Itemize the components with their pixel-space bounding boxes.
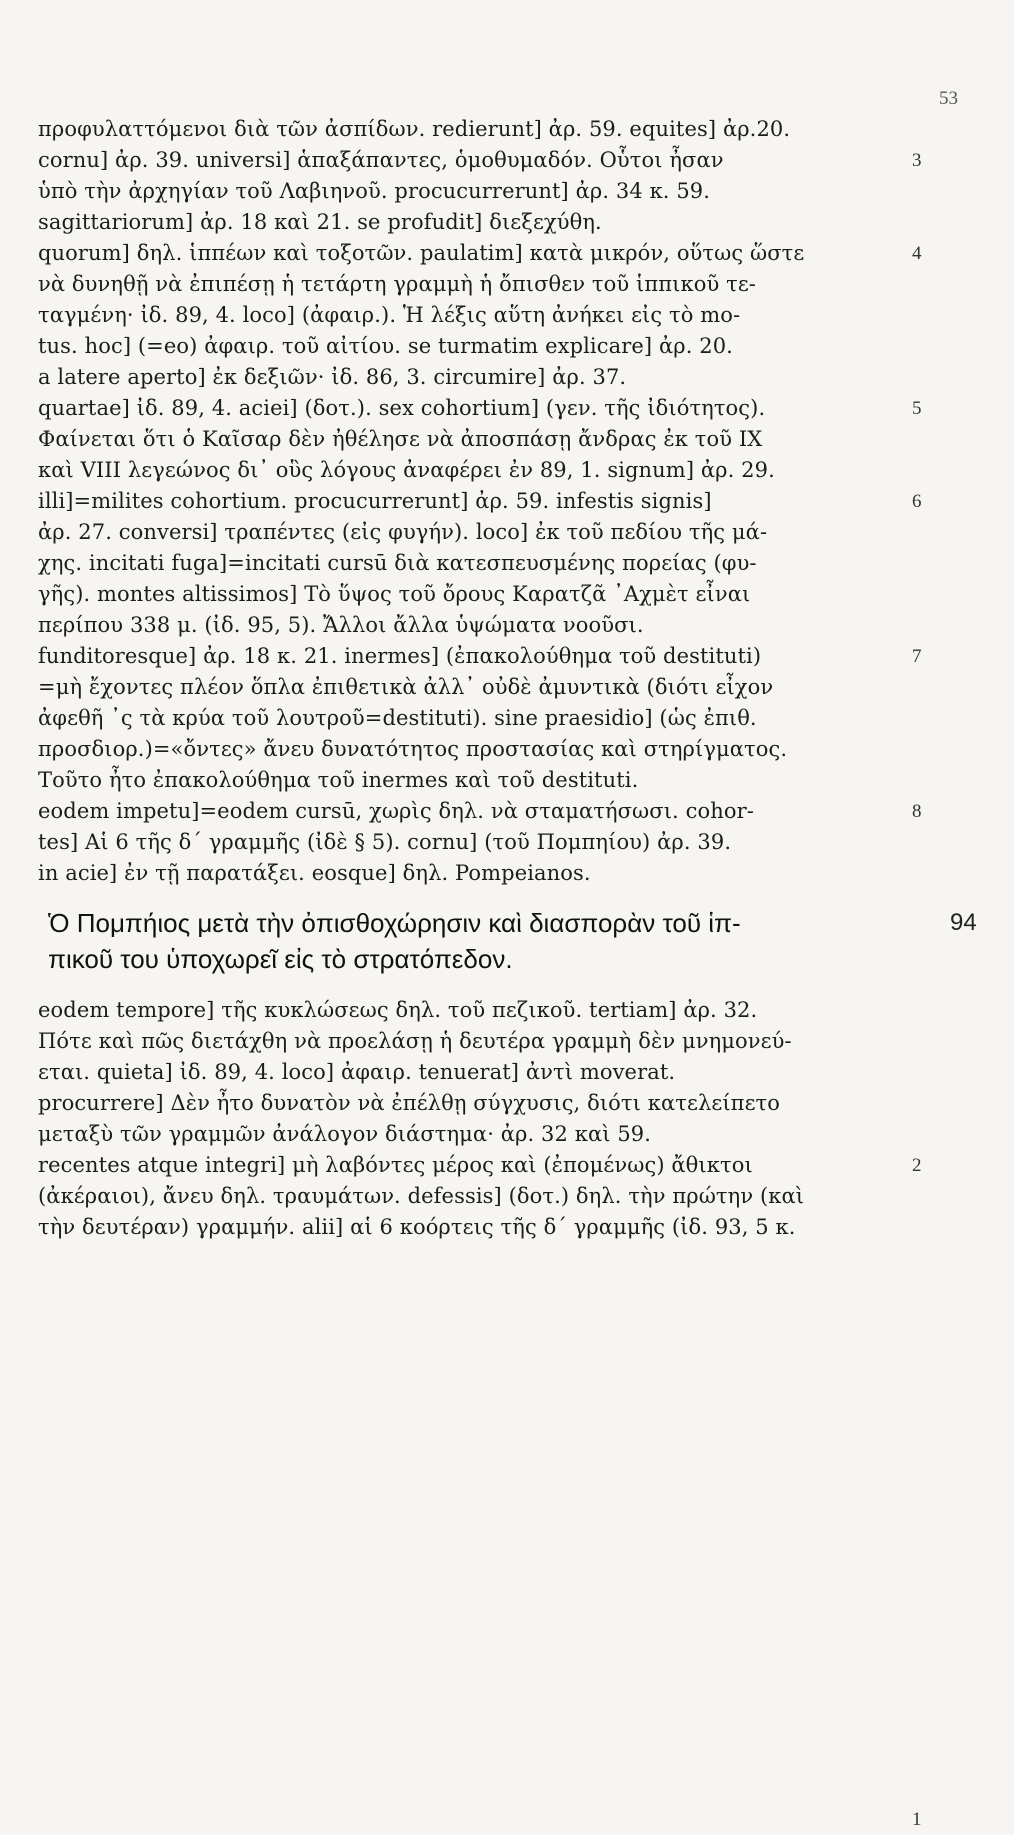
text-line	[38, 796, 900, 827]
margin-number: 6	[912, 491, 922, 512]
text-line	[38, 424, 900, 455]
text-line	[38, 331, 900, 362]
line-text: in acie] ἐν τῇ παρατάξει. eosque] δηλ. Pompeianos.	[38, 861, 591, 885]
text-line	[38, 393, 900, 424]
text-line	[38, 858, 900, 889]
margin-number: 1	[912, 1809, 922, 1830]
line-text: eodem impetu]=eodem cursū, χωρὶς δηλ. νὰ σταματήσωσι. cohor-	[38, 799, 754, 823]
text-line	[38, 1212, 900, 1243]
line-text: Φαίνεται ὅτι ὁ Καῖσαρ δὲν ἠθέλησε νὰ ἀποσπάσῃ ἄνδρας ἐκ τοῦ IX	[38, 427, 763, 451]
line-text: Τοῦτο ἦτο ἐπακολούθημα τοῦ inermes καὶ τοῦ destituti.	[38, 768, 639, 792]
line-text: προσδιορ.)=«ὄντες» ἄνευ δυνατότητος προστασίας καὶ στηρίγματος.	[38, 737, 788, 761]
line-text: Πότε καὶ πῶς διετάχθη νὰ προελάσῃ ἡ δευτέρα γραμμὴ δὲν μνημονεύ-	[38, 1029, 792, 1053]
line-text: illi]=milites cohortium. procucurrerunt] ἀρ. 59. infestis signis]	[38, 489, 712, 513]
section-number: 94	[950, 909, 977, 936]
section-heading-line-2: πικοῦ του ὑποχωρεῖ εἰς τὸ στρατόπεδον.	[48, 944, 513, 974]
text-line	[38, 641, 900, 672]
line-text: quartae] ἰδ. 89, 4. aciei] (δοτ.). sex cohortium] (γεν. τῆς ἰδιότητος).	[38, 396, 766, 420]
text-line	[38, 176, 900, 207]
section-heading	[48, 905, 977, 977]
section-heading-line-1: Ὁ Πομπήιος μετὰ τὴν ὀπισθοχώρησιν καὶ διασπορὰν τοῦ ἱπ-	[48, 908, 741, 938]
line-text: eodem tempore] τῆς κυκλώσεως δηλ. τοῦ πεζικοῦ. tertiam] ἀρ. 32.	[38, 998, 758, 1022]
text-line	[38, 114, 900, 145]
text-line	[38, 455, 900, 486]
line-text: recentes atque integri] μὴ λαβόντες μέρος καὶ (ἐπομένως) ἄθικτοι	[38, 1153, 753, 1177]
text-line	[38, 672, 900, 703]
text-line	[38, 1088, 900, 1119]
line-text: προφυλαττόμενοι διὰ τῶν ἀσπίδων. redierunt] ἀρ. 59. equites] ἀρ.20.	[38, 117, 791, 141]
line-text: νὰ δυνηθῇ νὰ ἐπιπέσῃ ἡ τετάρτη γραμμὴ ἡ ὄπισθεν τοῦ ἱππικοῦ τε-	[38, 272, 756, 296]
text-line	[38, 1150, 900, 1181]
line-text: a latere aperto] ἐκ δεξιῶν· ἰδ. 86, 3. circumire] ἀρ. 37.	[38, 365, 627, 389]
text-line	[38, 145, 900, 176]
text-line	[38, 579, 900, 610]
line-text: =μὴ ἔχοντες πλέον ὅπλα ἐπιθετικὰ ἀλλ᾽ οὐδὲ ἀμυντικὰ (διότι εἶχον	[38, 675, 774, 699]
text-line	[38, 1181, 900, 1212]
line-text: (ἀκέραιοι), ἄνευ δηλ. τραυμάτων. defessis] (δοτ.) δηλ. τὴν πρώτην (καὶ	[38, 1184, 805, 1208]
line-text: sagittariorum] ἀρ. 18 καὶ 21. se profudit] διεξεχύθη.	[38, 210, 602, 234]
commentary-block-2	[0, 995, 1014, 1830]
line-text: γῆς). montes altissimos] Τὸ ὕψος τοῦ ὄρους Καρατζᾶ ᾿Αχμὲτ εἶναι	[38, 582, 751, 606]
text-line	[38, 207, 900, 238]
commentary-text	[0, 114, 1014, 1830]
text-line	[38, 765, 900, 796]
text-line	[38, 610, 900, 641]
line-text: ὑπὸ τὴν ἀρχηγίαν τοῦ Λαβιηνοῦ. procucurrerunt] ἀρ. 34 κ. 59.	[38, 179, 711, 203]
text-line	[38, 995, 900, 1026]
text-line	[38, 269, 900, 300]
line-text: tes] Αἱ 6 τῆς δ΄ γραμμῆς (ἰδὲ § 5). cornu] (τοῦ Πομπηίου) ἀρ. 39.	[38, 830, 732, 854]
line-text: tus. hoc] (=eo) ἀφαιρ. τοῦ αἰτίου. se turmatim explicare] ἀρ. 20.	[38, 334, 733, 358]
line-text: funditoresque] ἀρ. 18 κ. 21. inermes] (ἐπακολούθημα τοῦ destituti)	[38, 644, 762, 668]
text-line	[38, 1026, 900, 1057]
text-line	[38, 827, 900, 858]
line-text: procurrere] Δὲν ἦτο δυνατὸν νὰ ἐπέλθῃ σύγχυσις, διότι κατελείπετο	[38, 1091, 781, 1115]
page-number: 53	[939, 88, 958, 109]
line-text: καὶ VIII λεγεώνος δι᾽ οὓς λόγους ἀναφέρει ἐν 89, 1. signum] ἀρ. 29.	[38, 458, 775, 482]
line-text: περίπου 338 μ. (ἰδ. 95, 5). Ἄλλοι ἄλλα ὑψώματα νοοῦσι.	[38, 613, 644, 637]
line-text: εται. quieta] ἰδ. 89, 4. loco] ἀφαιρ. tenuerat] ἀντὶ moverat.	[38, 1060, 676, 1084]
line-text: ἀρ. 27. conversi] τραπέντες (εἰς φυγήν). loco] ἐκ τοῦ πεδίου τῆς μά-	[38, 520, 768, 544]
margin-number: 3	[912, 150, 922, 171]
commentary-block-1	[0, 114, 1014, 889]
line-text: τὴν δευτέραν) γραμμήν. alii] αἱ 6 κοόρτεις τῆς δ΄ γραμμῆς (ἰδ. 93, 5 κ.	[38, 1215, 796, 1239]
text-line	[38, 703, 900, 734]
margin-number: 2	[912, 1155, 922, 1176]
text-line	[38, 486, 900, 517]
margin-number: 7	[912, 646, 922, 667]
text-line	[38, 362, 900, 393]
text-line	[38, 548, 900, 579]
text-line	[38, 1057, 900, 1088]
margin-number: 4	[912, 243, 922, 264]
text-line	[38, 1119, 900, 1150]
text-line	[38, 238, 900, 269]
line-text: cornu] ἀρ. 39. universi] ἁπαξάπαντες, ὁμοθυμαδόν. Οὗτοι ἦσαν	[38, 148, 724, 172]
line-text: ἀφεθῆ ᾽ς τὰ κρύα τοῦ λουτροῦ=destituti). sine praesidio] (ὡς ἐπιθ.	[38, 706, 757, 730]
line-text: ταγμένη· ἰδ. 89, 4. loco] (ἀφαιρ.). Ἡ λέξις αὕτη ἀνήκει εἰς τὸ mo-	[38, 303, 741, 327]
line-text: μεταξὺ τῶν γραμμῶν ἀνάλογον διάστημα· ἀρ. 32 καὶ 59.	[38, 1122, 652, 1146]
line-text: quorum] δηλ. ἱππέων καὶ τοξοτῶν. paulatim] κατὰ μικρόν, οὕτως ὥστε	[38, 241, 805, 265]
text-line	[38, 517, 900, 548]
text-line	[38, 734, 900, 765]
text-line	[38, 300, 900, 331]
margin-number: 5	[912, 398, 922, 419]
line-text: χης. incitati fuga]=incitati cursū διὰ κατεσπευσμένης πορείας (φυ-	[38, 551, 757, 575]
margin-number: 8	[912, 801, 922, 822]
